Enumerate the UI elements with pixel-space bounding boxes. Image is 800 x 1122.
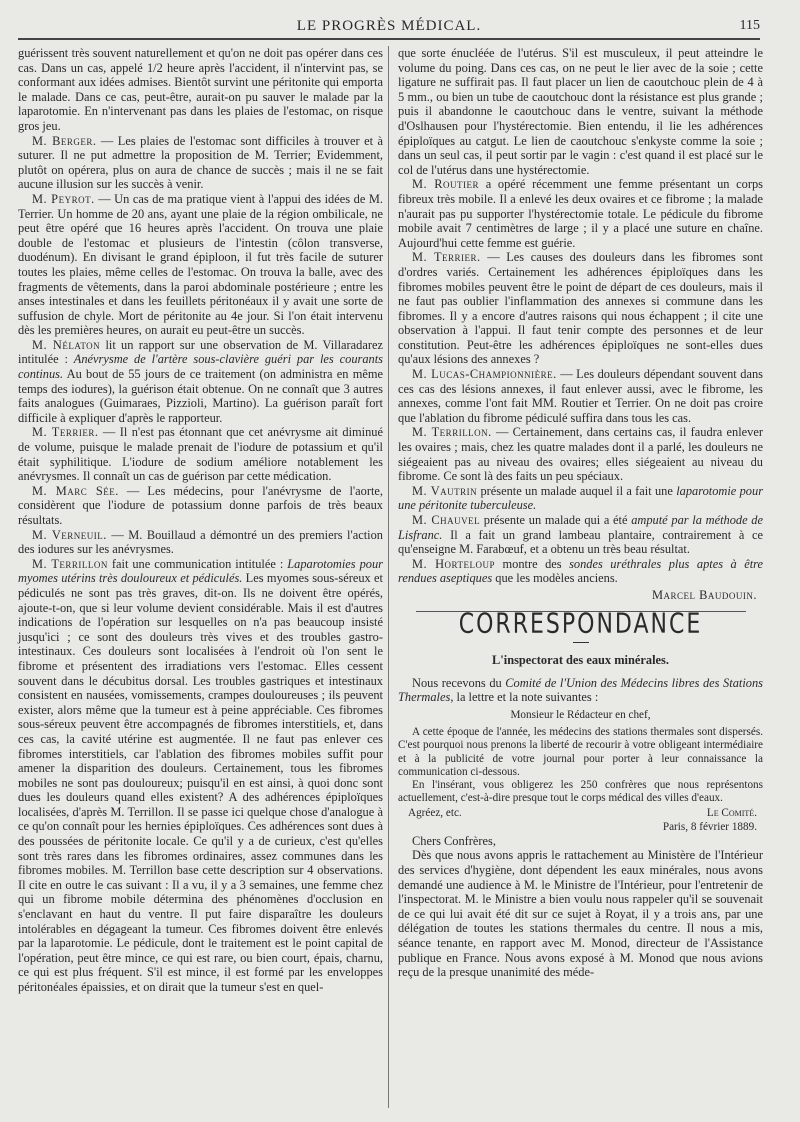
speaker-name: M. Verneuil. — [32, 527, 107, 542]
letter-paragraph: A cette époque de l'année, les médecins des stations thermales sont dispersés. C'est pourquoi nous prenons la liberté de recourir à votre obligeant intermédiaire et à la publicité de votre journal pour porter à leur connaissance la communication ci-dessous. — [398, 726, 763, 778]
paragraph — [18, 528, 383, 557]
paragraph-text: Nous recevons du — [412, 675, 506, 690]
letter-paragraph: En l'insérant, vous obligerez les 250 confrères que nous représentons actuellement, c'est-à-dire presque tout le corps médical des villes d'eaux. — [398, 778, 763, 805]
left-column — [18, 46, 383, 995]
running-header — [18, 16, 760, 40]
paragraph — [18, 338, 383, 426]
paragraph — [18, 192, 383, 338]
speaker-name: M. Terrillon — [32, 556, 108, 571]
paragraph — [398, 250, 763, 367]
paragraph — [398, 177, 763, 250]
paragraph: Dès que nous avons appris le rattachement au Ministère de l'Intérieur des services d'hygiène, dont dépendent les eaux minérales, nous avons demandé une audience à M. le Ministre de l'Intérieur, pour l'entretenir de l'inspectorat. M. le Ministre a bien voulu nous rappeler qu'il se souvenait de ce qui lui avait été dit sur ce sujet à Royat, il y a trois ans, par une délégation de toutes les stations thermales du centre. Il nous a mis, séance tenante, en rapport avec M. Monod, directeur de l'Assistance publique en France. Nous avons exposé à M. Monod que nous avions reçu de la presque unanimité des méde- — [398, 848, 763, 980]
organization-name: Comité de l'Union des Médecins libres des Stations Thermales, — [398, 675, 763, 705]
right-column — [398, 46, 763, 980]
paragraph — [18, 484, 383, 528]
speaker-name: M. Terrier. — [32, 425, 99, 440]
paragraph-text: — Un cas de ma pratique vient à l'appui des idées de M. Terrier. Un homme de 20 ans, ayant une plaie de la région ombilicale, ne peut être opéré que 16 heures après l'accident. On trouva une plaie double de l'estomac et plusieurs de l'intestin (côlon transverse, duodénum). En divisant le grand épiploon, il fut très facile de suturer toutes les plaies, même celles de l'estomac. On trouva la balle, avec des fragments de vêtements, dans la paroi abdominale postérieure ; entre les anses intestinales et dans les feuillets péritonéaux il y avait une sorte de suffusion de chyle. Mort de péritonite au 4e jour. Si l'on était intervenu dès les premières heures, on aurait eu peut-être un succès. — [18, 191, 383, 338]
speaker-name: M. Berger. — [32, 133, 97, 148]
speaker-name: M. Vautrin — [412, 483, 478, 498]
paragraph-text: — Les causes des douleurs dans les fibromes sont d'ordres variés. Certainement les adhérences épiploïques dans les fibromes mobiles peuvent être le point de départ de ces douleurs, mais il ne faut pas oublier l'inflammation des annexes si commune dans les fibromes. Il y a encore d'autres raisons qui nous échappent ; il cite une observation à l'appui. Il faut tenir compte des personnes et de leur constitution. Peut-être les adhérences épiploïques ne sont-elles dues qu'aux lésions des annexes ? — [398, 250, 763, 367]
title-dash — [573, 642, 589, 643]
paragraph-text: — Il n'est pas étonnant que cet anévrysme ait diminué de volume, puisque le malade prenait de l'iodure de potassium et qu'il était syphilitique. L'iodure de sodium améliore notablement les anévrysmes. Il connaît un cas de guérison par cette médication. — [18, 425, 383, 484]
article-subheading: L'inspectorat des eaux minérales. — [492, 653, 669, 668]
paragraph — [398, 484, 763, 513]
paragraph — [398, 46, 763, 177]
paragraph — [398, 557, 763, 586]
page-number: 115 — [739, 18, 760, 33]
paragraph-text: présente un malade qui a été — [480, 513, 632, 527]
note-salutation: Chers Confrères, — [412, 833, 496, 848]
speaker-name: M. Terrier. — [412, 250, 481, 265]
date-line: Paris, 8 février 1889. — [662, 820, 757, 833]
speaker-name: M. Peyrot. — [32, 191, 95, 206]
closing-formula: Agréez, etc. — [408, 807, 462, 820]
paragraph-text: Au bout de 55 jours de ce traitement (on administra en même temps des iodures), la guérison était obtenue. On ne connaît que 3 autres faits analogues (Guimaraes, Pizzioli, Martino). La guérison paraît fort difficile à expliquer d'après le rapporteur. — [18, 367, 383, 425]
communication-title: Anévrysme de l'artère sous-clavière guéri par les courants continus. — [18, 352, 383, 382]
speaker-name: M. Marc Sée. — [32, 483, 119, 498]
speaker-name: M. Lucas-Championnière. — [412, 367, 557, 382]
communication-title: sondes uréthrales plus aptes à être rendues aseptiques — [398, 556, 763, 586]
paragraph-text: fait une communication intitulée : — [107, 556, 288, 571]
communication-title: laparotomie pour une péritonite tuberculeuse. — [398, 483, 764, 513]
paragraph — [398, 513, 763, 557]
letter — [398, 709, 763, 834]
paragraph-text: que sorte énucléée de l'utérus. S'il est musculeux, il peut atteindre le volume du poing. Dans ces cas, on ne peut le lier avec de la soie ; cette ligature ne suffirait pas. Il faut placer un lien de caoutchouc plein de 4 à 5 mm., ou bien un tube de caoutchouc dont la résistance est plus grande ; puis il abandonne le caoutchouc dans le ventre, suivant la méthode d'Oslhausen pour l'hystérectomie. Bien entendu, il lie les adhérences épiploïques au catgut. Le lien de caoutchouc s'enkyste comme la soie ; dans un seul cas, il peut sortir par le vagin : c'est quand il est placé sur le col de l'utérus dans une hystérectomie. — [398, 46, 763, 177]
paragraph — [18, 134, 383, 192]
speaker-name: M. Chauvel — [412, 513, 481, 527]
letter-signature: Le Comité. — [706, 807, 757, 820]
paragraph — [18, 425, 383, 483]
paragraph — [18, 46, 383, 134]
communication-title: Laparotomies pour myomes utérins très douloureux et pédiculés. — [18, 556, 383, 586]
paragraph-text: — Les plaies de l'estomac sont difficiles à trouver et à suturer. Il ne put admettre la proposition de M. Terrier; Evidemment, plutôt on opérera, plus on aura de chance de succès ; mais il ne se fait aucune illusion sur les succès à venir. — [18, 133, 383, 192]
paragraph-text: Les myomes sous-séreux et pédiculés ne sont pas très graves, dit-on. Ils ne doivent être opérés, ajoute-t-on, que si leur volume devient considérable. Mais il est d'autres indications de l'opération sur lesquelles on n'a pas beaucoup insisté jusqu'ici ; ce sont des douleurs très vives et des troubles gastro-intestinaux. Ces douleurs sont localisées à l'endroit où l'on sent le fibrome et présentent des irradiations vers l'estomac. Elles cessent souvent dans le décubitus dorsal. Les troubles gastriques et intestinaux consistent en nausées, vomissements, crampes douloureuses ; ils peuvent exister, alors même que la tumeur est à peine appréciable. Ces fibromes sous-séreux peuvent être accompagnés de fibromes interstitiels, et, dans ces cas, la cavité utérine est augmentée. Il ne faut pas enlever ces fibromes interstitiels, car l'ablation des fibromes mobiles suffit pour amener la disparition des douleurs. Certainement, tous les fibromes mobiles ne sont pas douloureux; puisqu'il en est ainsi, à quoi donc sont dues les douleurs quand elles existent? A des adhérences épiploïques localisées, d'après M. Terrillon. Il se passe ici quelque chose d'analogue à ce qu'on connaît pour les hernies épiploïques. Ces adhérences sont dues à des poussées de péritonite locale. Ce qu'il y a de curieux, c'est qu'elles sont très rares dans les fibromes ordinaires, assez communes dans les fibromes mobiles. M. Terrillon base cette description sur 4 observations. Il cite en outre le cas suivant : Il a vu, il y a 3 semaines, une femme chez qui un fibrome mobile détermina des phénomènes d'occlusion en s'enclavant en haut du ventre. Il put faire disparaître les douleurs intolérables en dégageant la tumeur. Ces fibromes doivent être enlevés par la laparotomie. Le pédicule, dont le traitement est le point capital de l'opération, peut être mince, ce qui est rare, ou bien court, épais, charnu, ce qui est plus fréquent. S'il est mince, il est formé par les enveloppes péritonéales épaissies, et on dirait que la tumeur s'est en quel- — [18, 571, 383, 994]
speaker-name: M. Terrillon. — [412, 425, 492, 440]
paragraph-text: — M. Bouillaud a démontré un des premiers l'action des iodures sur les anévrysmes. — [18, 527, 383, 557]
paragraph-text: présente un malade auquel il a fait une — [477, 483, 677, 498]
journal-title: LE PROGRÈS MÉDICAL. — [296, 18, 482, 34]
paragraph-text: — Les médecins, pour l'anévrysme de l'aorte, considèrent que l'iodure de potassium donne parfois de très beaux résultats. — [18, 483, 383, 527]
section-title: CORRESPONDANCE — [458, 608, 703, 640]
paragraph-text: — Les douleurs dépendant souvent dans ces cas des lésions annexes, il faut enlever aussi, avec le fibrome, les annexes, comme l'ont fait MM. Routier et Terrier. On ne doit pas croire que l'ablation du fibrome pédiculé suffira dans tous les cas. — [398, 367, 763, 425]
paragraph — [398, 676, 763, 705]
paragraph-text: — Certainement, dans certains cas, il faudra enlever les ovaires ; mais, chez les quatre malades dont il a parlé, les douleurs ne siégeaient pas au niveau des ovaires; elles siégeaient au niveau du fibrome. Ce sont là des faits un peu spéciaux. — [398, 425, 763, 484]
speaker-name: M. Routier — [412, 177, 480, 192]
communication-title: amputé par la méthode de Lisfranc. — [398, 513, 763, 542]
header-rule — [18, 38, 760, 40]
paragraph-text: guérissent très souvent naturellement et qu'on ne doit pas opérer dans ces cas. Dans un cas, appelé 1/2 heure après l'accident, il n'intervint pas, se conformant aux idées admises. Bientôt survint une péritonite qui emporta le malade. Dans ce cas, peut-être, aurait-on pu sauver le malade par la laparotomie. En n'intervenant pas dans les plaies de l'estomac, on risque gros jeu. — [18, 46, 383, 133]
report-signature: Marcel Baudouin. — [652, 587, 757, 602]
letter-closing — [408, 807, 757, 820]
speaker-name: M. Nélaton — [32, 337, 101, 352]
paragraph-text: que les modèles anciens. — [492, 571, 618, 586]
speaker-name: M. Horteloup — [412, 556, 496, 571]
letter-salutation: Monsieur le Rédacteur en chef, — [510, 708, 651, 721]
column-divider — [388, 46, 389, 1108]
paragraph-text: la lettre et la note suivantes : — [453, 690, 599, 705]
paragraph — [398, 425, 763, 483]
paragraph-text: lit un rapport sur une observation de M. Villaradarez intitulée : — [18, 337, 383, 367]
paragraph — [18, 557, 383, 995]
paragraph — [398, 367, 763, 425]
paragraph-text: a opéré récemment une femme présentant un corps fibreux très mobile. Il a enlevé les deux ovaires et ce fibrome ; la malade n'aurait pas pu supporter l'hystérectomie totale. Le pédicule du fibrome mobile avait 7 centimètres de large ; il y a placé une suture en chaîne. Aujourd'hui cette femme est guérie. — [398, 177, 763, 250]
paragraph-text: montre des — [495, 556, 570, 571]
paragraph-text: Il a fait un grand lambeau plantaire, contrairement à ce qu'enseigne M. Farabœuf, et a obtenu un très beau résultat. — [398, 527, 763, 557]
